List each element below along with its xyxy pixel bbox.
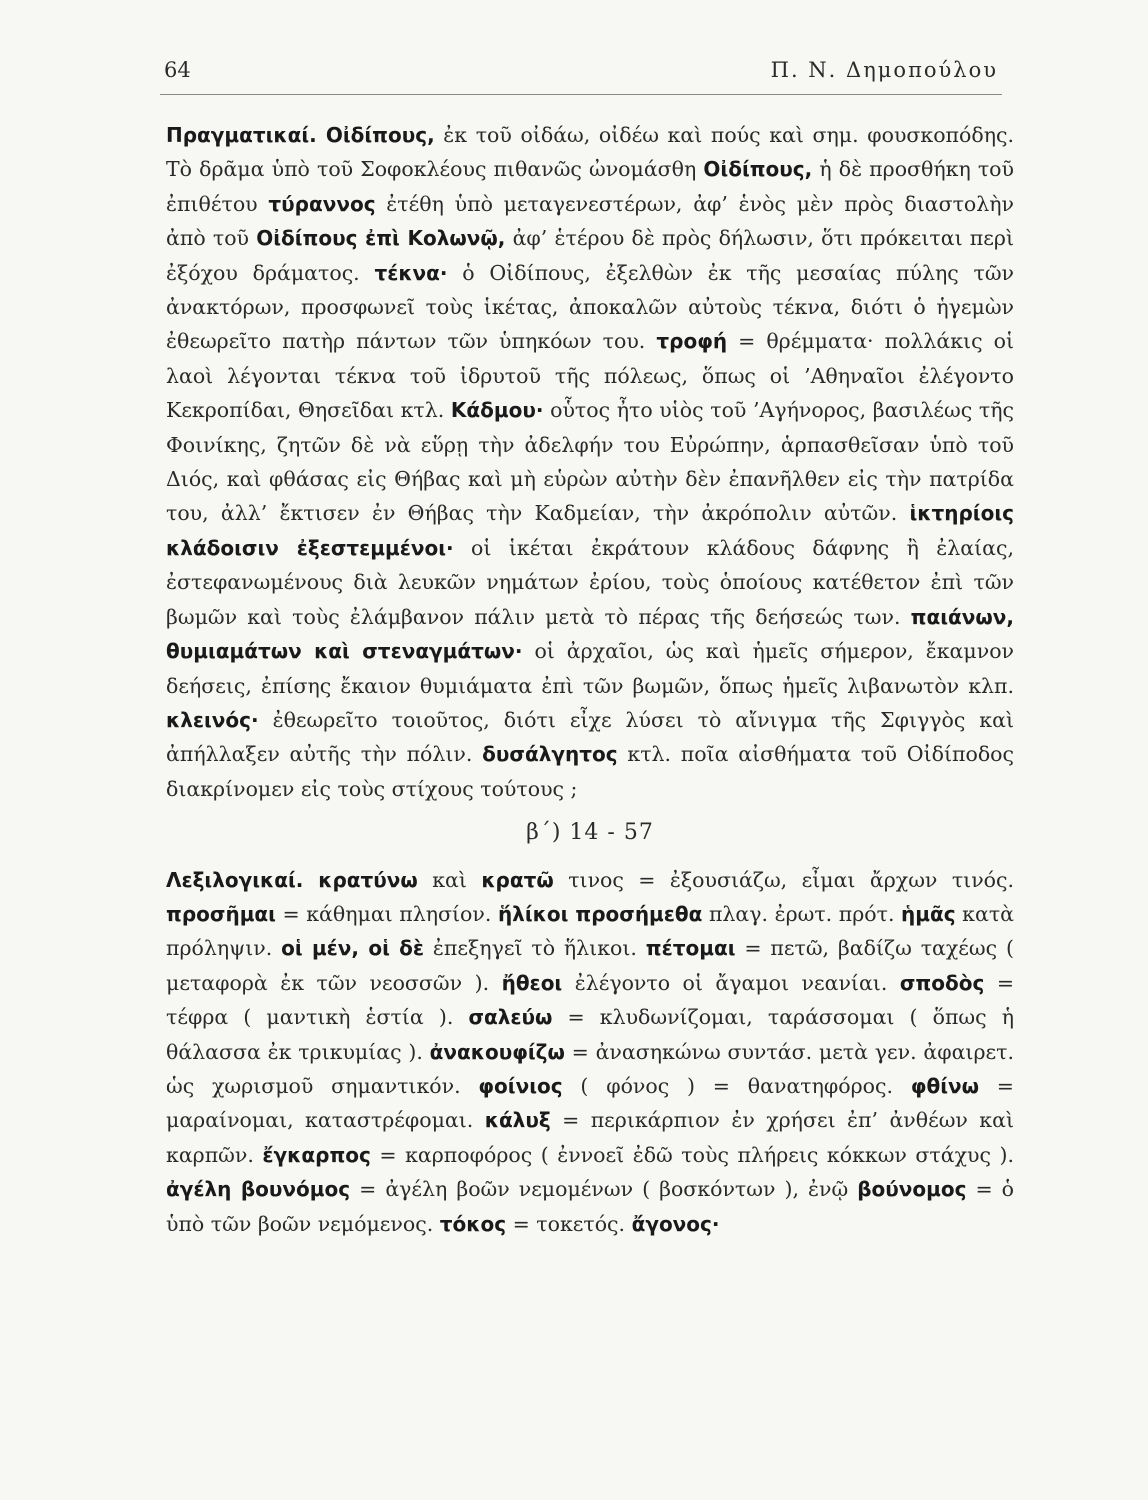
text-run: = ἀνασηκώνω συντάσ. μετὰ γεν. ἀφαιρετ. ὡς χωρισμοῦ σημαντικόν. [166, 1039, 1014, 1098]
text-run: = πετῶ, βαδίζω ταχέως ( μεταφορὰ ἐκ τῶν νεοσσῶν ). [166, 936, 1014, 995]
keyword: σαλεύω [468, 1005, 553, 1030]
commentary-paragraph-1 [166, 118, 1014, 806]
keyword: φοίνιος [478, 1073, 563, 1098]
keyword: ἥλίκοι προσήμεθα [497, 901, 703, 926]
text-run: ὁ Οἰδίπους, ἐξελθὼν ἐκ τῆς μεσαίας πύλης τῶν ἀνακτόρων, προσφωνεῖ τοὺς ἱκέτας, ἀποκαλῶν αὐτοὺς τέκνα, διότι ὁ ἡγεμὼν ἐθεωρεῖτο πατὴρ πάντων τῶν ὑπηκόων του. [166, 260, 1014, 354]
keyword: προσῆμαι [166, 901, 276, 926]
keyword: Πραγματικαί. Οἰδίπους, [166, 123, 435, 147]
text-run: = μαραίνομαι, καταστρέφομαι. [166, 1073, 1014, 1133]
keyword: κάλυξ [484, 1108, 551, 1133]
text-run: πλαγ. ἐρωτ. πρότ. [702, 901, 902, 926]
keyword: σποδὸς [899, 970, 985, 995]
keyword: βούνομος [857, 1177, 967, 1202]
section-heading: β΄) 14 - 57 [526, 820, 654, 846]
keyword: δυσάλγητος [482, 742, 618, 767]
text-run: = τέφρα ( μαντικὴ ἑστία ). [166, 970, 1015, 1030]
text-run: ἐπεξηγεῖ τὸ ἥλικοι. [424, 936, 646, 961]
keyword: ἄγονος· [631, 1211, 720, 1236]
keyword: οἱ μέν, οἱ δὲ [281, 936, 425, 961]
keyword: ἱκτηρίοις κλάδοισιν ἐξεστεμμένοι· [166, 501, 1014, 560]
keyword: ἀνακουφίζω [429, 1039, 565, 1064]
keyword: κρατῶ [481, 867, 554, 892]
keyword: Οἰδίπους ἐπὶ Κολωνῷ, [256, 226, 506, 251]
text-run: = ἀγέλη βοῶν νεμομένων ( βοσκόντων ), ἐνῷ [350, 1177, 858, 1202]
text-run: οἱ ἀρχαῖοι, ὡς καὶ ἡμεῖς σήμερον, ἔκαμνον δεήσεις, ἐπίσης ἔκαιον θυμιάματα ἐπὶ τῶν βωμῶν, ὅπως ἡμεῖς λιβανωτὸν κλπ. [166, 639, 1014, 698]
text-run: ἐκ τοῦ οἰδάω, οἰδέω καὶ πούς καὶ σημ. φουσκοπόδης. Τὸ δρᾶμα ὑπὸ τοῦ Σοφοκλέους πιθανῶς ὠνομάσθη [166, 123, 1014, 182]
keyword: ἡμᾶς [901, 901, 956, 926]
keyword: πέτομαι [645, 936, 736, 961]
text-run: κατὰ πρόληψιν. [166, 901, 1015, 961]
text-run: οὗτος ἦτο υἱὸς τοῦ ’Αγήνορος, βασιλέως τῆς Φοινίκης, ζητῶν δὲ νὰ εὕρῃ τὴν ἀδελφήν του Εὐρώπην, ἁρπασθεῖσαν ὑπὸ τοῦ Διός, καὶ φθάσας εἰς Θήβας καὶ μὴ εὑρὼν αὐτὴν δὲν ἐπανῆλθεν εἰς τὴν πατρίδα του, ἀλλ’ ἔκτισεν ἐν Θήβας τὴν Καδμείαν, τὴν ἀκρόπολιν αὐτῶν. [166, 398, 1014, 526]
page-header [160, 56, 1002, 95]
text-run: ἀφ’ ἑτέρου δὲ πρὸς δήλωσιν, ὅτι πρόκειται περὶ ἐξόχου δράματος. [166, 226, 1014, 285]
text-run: ( φόνος ) = θανατηφόρος. [562, 1073, 911, 1098]
keyword: παιάνων, θυμιαμάτων καὶ στεναγμάτων· [166, 604, 1014, 664]
keyword: Κάδμου· [450, 398, 544, 423]
text-run: = τοκετός. [506, 1211, 632, 1236]
keyword: Οἰδίπους, [703, 157, 813, 182]
text-run: = κάθημαι πλησίον. [275, 901, 498, 926]
text-run: τινος = ἐξουσιάζω, εἶμαι ἄρχων τινός. [553, 867, 1014, 892]
text-run: οἱ ἱκέται ἐκράτουν κλάδους δάφνης ἢ ἐλαίας, ἐστεφανωμένους διὰ λευκῶν νημάτων ἐρίου, τοὺς ὁποίους κατέθετον ἐπὶ τῶν βωμῶν καὶ τοὺς ἐλάμβανον πάλιν μετὰ τὸ πέρας τῆς δεήσεώς των. [166, 535, 1014, 629]
text-run: ἐλέγοντο οἱ ἄγαμοι νεανίαι. [562, 970, 900, 995]
text-run: κτλ. ποῖα αἰσθήματα τοῦ Οἰδίποδος διακρίνομεν εἰς τοὺς στίχους τούτους ; [166, 742, 1014, 801]
text-run: = ὁ ὑπὸ τῶν βοῶν νεμόμενος. [166, 1177, 1014, 1236]
text-run: = κλυδωνίζομαι, ταράσσομαι ( ὅπως ἡ θάλασσα ἐκ τρικυμίας ). [166, 1005, 1014, 1064]
body-text [166, 118, 1014, 1241]
commentary-paragraph-2 [166, 863, 1014, 1241]
keyword: κλεινός· [166, 707, 259, 732]
keyword: ἤθεοι [501, 970, 563, 995]
text-run: = καρποφόρος ( ἐννοεῖ ἐδῶ τοὺς πλήρεις κόκκων στάχυς ). [370, 1142, 1014, 1167]
text-run: = θρέμματα· πολλάκις οἱ λαοὶ λέγονται τέκνα τοῦ ἱδρυτοῦ τῆς πόλεως, ὅπως οἱ ’Αθηναῖοι ἐλέγοντο Κεκροπίδαι, Θησεῖδαι κτλ. [166, 329, 1014, 423]
keyword: ἀγέλη βουνόμος [166, 1177, 351, 1202]
text-run: ἐθεωρεῖτο τοιοῦτος, διότι εἶχε λύσει τὸ αἴνιγμα τῆς Σφιγγὸς καὶ ἀπήλλαξεν αὐτῆς τὴν πόλιν. [166, 707, 1014, 767]
text-run: = περικάρπιον ἐν χρήσει ἐπ’ ἀνθέων καὶ καρπῶν. [166, 1108, 1015, 1167]
page-number: 64 [164, 58, 191, 82]
text-run: καὶ [417, 867, 482, 892]
keyword: φθίνω [910, 1073, 979, 1098]
keyword: ἔγκαρπος [262, 1142, 371, 1167]
keyword: τέκνα· [374, 260, 448, 285]
running-title: Π. Ν. Δημοπούλου [770, 58, 998, 82]
keyword: τόκος [439, 1211, 507, 1236]
text-run: ἐτέθη ὑπὸ μεταγενεστέρων, ἀφ’ ἑνὸς μὲν πρὸς διαστολὴν ἀπὸ τοῦ [166, 191, 1014, 251]
keyword: τύραννος [268, 191, 376, 216]
keyword: Λεξιλογικαί. κρατύνω [166, 867, 418, 892]
keyword: τροφή [656, 329, 728, 354]
text-run: ἡ δὲ προσθήκη τοῦ ἐπιθέτου [166, 157, 1014, 216]
